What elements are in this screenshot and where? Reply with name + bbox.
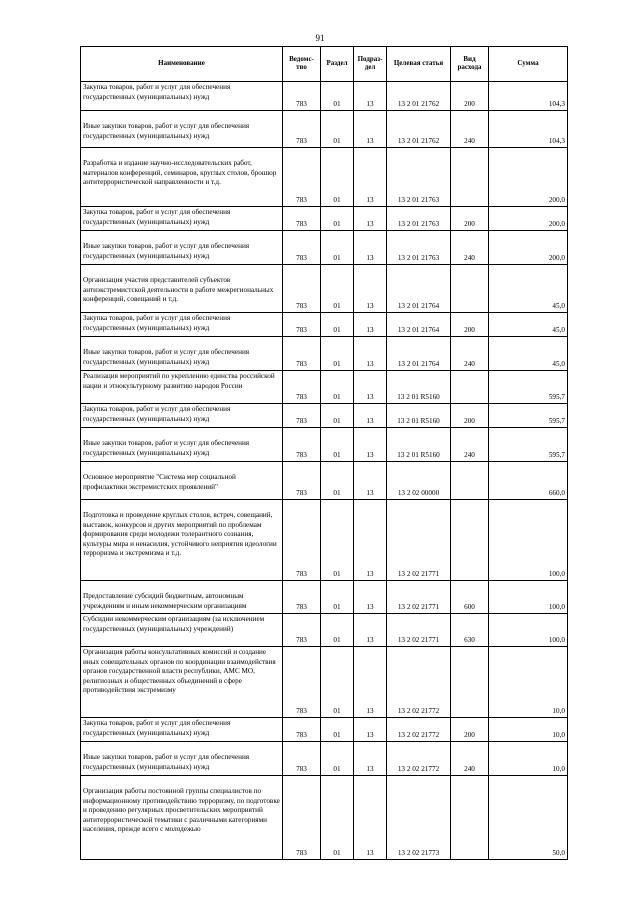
table-row	[81, 718, 568, 742]
cell-sum: 10,0	[489, 647, 568, 718]
cell-item: 13 2 01 R5160	[387, 371, 451, 404]
cell-dept: 783	[283, 776, 321, 860]
cell-exp-type: 630	[451, 614, 489, 647]
cell-name: Субсидии некоммерческим организациям (за исключением государственных (муниципальных) учреждений)	[81, 614, 283, 647]
cell-section: 01	[321, 500, 354, 581]
cell-name: Иные закупки товаров, работ и услуг для обеспечения государственных (муниципальных) нужд	[81, 231, 283, 265]
table-row	[81, 265, 568, 313]
cell-dept: 783	[283, 647, 321, 718]
cell-exp-type	[451, 265, 489, 313]
cell-sum: 45,0	[489, 313, 568, 337]
cell-item: 13 2 02 21771	[387, 500, 451, 581]
cell-name: Организация участия представителей субъектов антиэкстремистской деятельности в работе межрегиональных конференций, совещаний и т.д.	[81, 265, 283, 313]
cell-exp-type: 200	[451, 207, 489, 231]
cell-section: 01	[321, 148, 354, 207]
cell-item: 13 2 02 21771	[387, 581, 451, 614]
header-item: Целевая статья	[387, 47, 451, 82]
cell-exp-type: 200	[451, 718, 489, 742]
cell-sum: 100,0	[489, 614, 568, 647]
cell-dept: 783	[283, 265, 321, 313]
cell-sum: 595,7	[489, 428, 568, 462]
cell-dept: 783	[283, 337, 321, 371]
header-subsection: Подраз-дел	[354, 47, 387, 82]
cell-dept: 783	[283, 742, 321, 776]
cell-sum: 100,0	[489, 581, 568, 614]
cell-exp-type: 240	[451, 337, 489, 371]
cell-item: 13 2 01 21763	[387, 231, 451, 265]
cell-subsection: 13	[354, 265, 387, 313]
cell-sum: 50,0	[489, 776, 568, 860]
cell-subsection: 13	[354, 148, 387, 207]
cell-name: Предоставление субсидий бюджетным, автономным учреждениям и иным некоммерческим организациям	[81, 581, 283, 614]
cell-sum: 100,0	[489, 500, 568, 581]
cell-subsection: 13	[354, 581, 387, 614]
cell-name: Подготовка и проведение круглых столов, встреч, совещаний, выставок, конкурсов и других мероприятий по проблемам формирования среди молодежи толерантного сознания, культуры мира и ненасилия, устойчивого неприятия идеологии терроризма и экстремизма и т.д.	[81, 500, 283, 581]
cell-item: 13 2 02 00000	[387, 462, 451, 500]
cell-section: 01	[321, 82, 354, 111]
cell-name: Основное мероприятие "Система мер социальной профилактики экстремистских проявлений"	[81, 462, 283, 500]
cell-section: 01	[321, 207, 354, 231]
cell-sum: 104,3	[489, 111, 568, 148]
cell-exp-type: 240	[451, 111, 489, 148]
cell-item: 13 2 02 21772	[387, 647, 451, 718]
table-row	[81, 647, 568, 718]
header-name: Наименование	[81, 47, 283, 82]
cell-subsection: 13	[354, 207, 387, 231]
cell-exp-type: 240	[451, 231, 489, 265]
cell-subsection: 13	[354, 647, 387, 718]
cell-subsection: 13	[354, 718, 387, 742]
cell-section: 01	[321, 462, 354, 500]
table-row	[81, 500, 568, 581]
cell-dept: 783	[283, 148, 321, 207]
cell-name: Организация работы постоянной группы специалистов по информационному противодействию терроризму, по подготовке и проведению регулярных просветительских мероприятий антитеррористической тематики с различными категориями населения, прежде всего с молодежью	[81, 776, 283, 860]
table-row	[81, 148, 568, 207]
header-section: Раздел	[321, 47, 354, 82]
table-row	[81, 207, 568, 231]
cell-section: 01	[321, 647, 354, 718]
cell-subsection: 13	[354, 428, 387, 462]
header-sum: Сумма	[489, 47, 568, 82]
cell-dept: 783	[283, 111, 321, 148]
cell-sum: 200,0	[489, 207, 568, 231]
table-row	[81, 581, 568, 614]
cell-section: 01	[321, 718, 354, 742]
cell-subsection: 13	[354, 111, 387, 148]
cell-section: 01	[321, 111, 354, 148]
cell-name: Разработка и издание научно-исследовательских работ, материалов конференций, семинаров, круглых столов, брошюр антитеррористической направленности и т.д.	[81, 148, 283, 207]
cell-subsection: 13	[354, 337, 387, 371]
cell-item: 13 2 01 21762	[387, 82, 451, 111]
cell-item: 13 2 02 21771	[387, 614, 451, 647]
cell-sum: 104,3	[489, 82, 568, 111]
cell-item: 13 2 01 21764	[387, 265, 451, 313]
cell-dept: 783	[283, 462, 321, 500]
cell-subsection: 13	[354, 371, 387, 404]
cell-section: 01	[321, 371, 354, 404]
cell-item: 13 2 02 21772	[387, 718, 451, 742]
cell-name: Иные закупки товаров, работ и услуг для обеспечения государственных (муниципальных) нужд	[81, 742, 283, 776]
cell-item: 13 2 01 21764	[387, 337, 451, 371]
cell-item: 13 2 01 R5160	[387, 428, 451, 462]
table-row	[81, 428, 568, 462]
cell-sum: 660,0	[489, 462, 568, 500]
cell-sum: 10,0	[489, 718, 568, 742]
cell-dept: 783	[283, 371, 321, 404]
cell-subsection: 13	[354, 313, 387, 337]
cell-section: 01	[321, 742, 354, 776]
cell-name: Иные закупки товаров, работ и услуг для обеспечения государственных (муниципальных) нужд	[81, 111, 283, 148]
cell-exp-type	[451, 500, 489, 581]
cell-dept: 783	[283, 718, 321, 742]
cell-exp-type: 240	[451, 742, 489, 776]
header-exp-type: Вид расхода	[451, 47, 489, 82]
cell-sum: 10,0	[489, 742, 568, 776]
cell-name: Иные закупки товаров, работ и услуг для обеспечения государственных (муниципальных) нужд	[81, 428, 283, 462]
cell-exp-type: 200	[451, 404, 489, 428]
table-row	[81, 111, 568, 148]
cell-name: Иные закупки товаров, работ и услуг для обеспечения государственных (муниципальных) нужд	[81, 337, 283, 371]
cell-section: 01	[321, 428, 354, 462]
cell-sum: 200,0	[489, 231, 568, 265]
budget-table	[80, 46, 568, 860]
cell-subsection: 13	[354, 231, 387, 265]
cell-item: 13 2 01 21764	[387, 313, 451, 337]
cell-name: Закупка товаров, работ и услуг для обеспечения государственных (муниципальных) нужд	[81, 313, 283, 337]
cell-section: 01	[321, 581, 354, 614]
cell-section: 01	[321, 776, 354, 860]
cell-name: Организация работы консультативных комиссий и создание иных совещательных органов по координации взаимодействия органов государственной власти республики, АМС МО, религиозных и общественных объединений в сфере противодействия экстремизму	[81, 647, 283, 718]
table-row	[81, 614, 568, 647]
table-header-row	[81, 47, 568, 82]
table-row	[81, 371, 568, 404]
cell-dept: 783	[283, 500, 321, 581]
cell-dept: 783	[283, 82, 321, 111]
cell-name: Закупка товаров, работ и услуг для обеспечения государственных (муниципальных) нужд	[81, 404, 283, 428]
cell-sum: 45,0	[489, 265, 568, 313]
cell-sum: 595,7	[489, 404, 568, 428]
cell-item: 13 2 02 21773	[387, 776, 451, 860]
cell-sum: 595,7	[489, 371, 568, 404]
cell-exp-type	[451, 776, 489, 860]
cell-section: 01	[321, 265, 354, 313]
cell-subsection: 13	[354, 776, 387, 860]
cell-name: Реализация мероприятий по укреплению единства российской нации и этнокультурному развитию народов России	[81, 371, 283, 404]
cell-section: 01	[321, 614, 354, 647]
cell-item: 13 2 01 21763	[387, 148, 451, 207]
cell-subsection: 13	[354, 500, 387, 581]
cell-dept: 783	[283, 231, 321, 265]
cell-dept: 783	[283, 614, 321, 647]
table-row	[81, 337, 568, 371]
cell-name: Закупка товаров, работ и услуг для обеспечения государственных (муниципальных) нужд	[81, 718, 283, 742]
cell-exp-type	[451, 371, 489, 404]
cell-exp-type	[451, 647, 489, 718]
cell-item: 13 2 01 21762	[387, 111, 451, 148]
cell-exp-type: 600	[451, 581, 489, 614]
cell-dept: 783	[283, 313, 321, 337]
cell-dept: 783	[283, 581, 321, 614]
cell-dept: 783	[283, 207, 321, 231]
table-row	[81, 776, 568, 860]
cell-section: 01	[321, 337, 354, 371]
cell-section: 01	[321, 313, 354, 337]
cell-section: 01	[321, 404, 354, 428]
cell-item: 13 2 02 21772	[387, 742, 451, 776]
cell-sum: 200,0	[489, 148, 568, 207]
table-row	[81, 462, 568, 500]
cell-exp-type	[451, 462, 489, 500]
cell-subsection: 13	[354, 462, 387, 500]
cell-section: 01	[321, 231, 354, 265]
cell-dept: 783	[283, 428, 321, 462]
cell-subsection: 13	[354, 742, 387, 776]
cell-subsection: 13	[354, 82, 387, 111]
header-dept: Ведомс-тво	[283, 47, 321, 82]
table-row	[81, 82, 568, 111]
cell-name: Закупка товаров, работ и услуг для обеспечения государственных (муниципальных) нужд	[81, 207, 283, 231]
table-row	[81, 231, 568, 265]
cell-sum: 45,0	[489, 337, 568, 371]
cell-exp-type: 200	[451, 82, 489, 111]
table-row	[81, 742, 568, 776]
cell-item: 13 2 01 21763	[387, 207, 451, 231]
cell-exp-type: 240	[451, 428, 489, 462]
table-row	[81, 313, 568, 337]
cell-item: 13 2 01 R5160	[387, 404, 451, 428]
cell-name: Закупка товаров, работ и услуг для обеспечения государственных (муниципальных) нужд	[81, 82, 283, 111]
cell-subsection: 13	[354, 614, 387, 647]
cell-exp-type: 200	[451, 313, 489, 337]
cell-exp-type	[451, 148, 489, 207]
page-number: 91	[315, 33, 325, 43]
cell-dept: 783	[283, 404, 321, 428]
table-row	[81, 404, 568, 428]
cell-subsection: 13	[354, 404, 387, 428]
